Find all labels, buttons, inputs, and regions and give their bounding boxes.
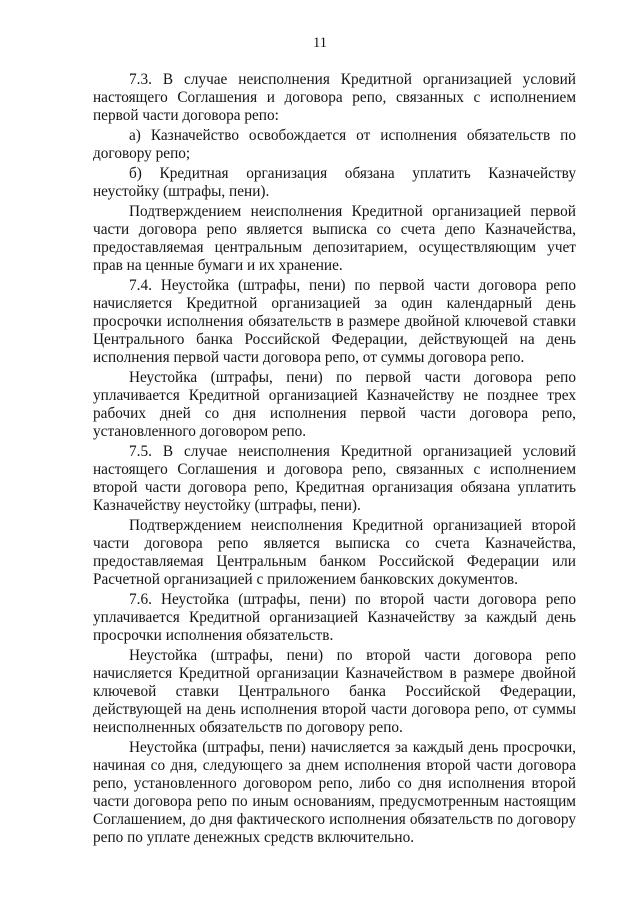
- page-number: 11: [313, 35, 327, 51]
- paragraph-7-5-confirmation: Подтверждением неисполнения Кредитной организацией второй части договора репо является выписка со счета Казначейства, предоставляемая Центральным банком Российской Федерации или Расчетной организацией с приложением банковских документов.: [93, 517, 576, 588]
- paragraph-7-6: 7.6. Неустойка (штрафы, пени) по второй части договора репо уплачивается Кредитной организацией Казначейству за каждый день просрочки исполнения обязательств.: [93, 591, 576, 644]
- paragraph-7-6-accrual: Неустойка (штрафы, пени) по второй части договора репо начисляется Кредитной организации Казначейством в размере двойной ключевой ставки Центрального банка Российской Федерации, действующей на день исполнения второй части договора репо, от суммы неисполненных обязательств по договору репо.: [93, 647, 576, 736]
- paragraph-7-3-b: б) Кредитная организация обязана уплатить Казначейству неустойку (штрафы, пени).: [93, 165, 576, 200]
- document-body: [93, 71, 576, 849]
- paragraph-7-4: 7.4. Неустойка (штрафы, пени) по первой части договора репо начисляется Кредитной организацией за один календарный день просрочки исполнения обязательств в размере двойной ключевой ставки Центрального банка Российской Федерации, действующей на день исполнения первой части договора репо, от суммы договора репо.: [93, 277, 576, 366]
- paragraph-7-5: 7.5. В случае неисполнения Кредитной организацией условий настоящего Соглашения и договора репо, связанных с исполнением второй части договора репо, Кредитная организация обязана уплатить Казначейству неустойку (штрафы, пени).: [93, 443, 576, 514]
- paragraph-7-3-a: а) Казначейство освобождается от исполнения обязательств по договору репо;: [93, 127, 576, 162]
- paragraph-7-3: 7.3. В случае неисполнения Кредитной организацией условий настоящего Соглашения и договора репо, связанных с исполнением первой части договора репо:: [93, 71, 576, 124]
- paragraph-7-3-confirmation: Подтверждением неисполнения Кредитной организацией первой части договора репо является выписка со счета депо Казначейства, предоставляемая центральным депозитарием, осуществляющим учет прав на ценные бумаги и их хранение.: [93, 203, 576, 274]
- paragraph-7-6-period: Неустойка (штрафы, пени) начисляется за каждый день просрочки, начиная со дня, следующего за днем исполнения второй части договора репо, установленного договором репо, либо со дня исполнения второй части договора репо по иным основаниям, предусмотренным настоящим Соглашением, до дня фактического исполнения обязательств по договору репо по уплате денежных средств включительно.: [93, 739, 576, 846]
- paragraph-7-4-payment: Неустойка (штрафы, пени) по первой части договора репо уплачивается Кредитной организацией Казначейству не позднее трех рабочих дней со дня исполнения первой части договора репо, установленного договором репо.: [93, 369, 576, 440]
